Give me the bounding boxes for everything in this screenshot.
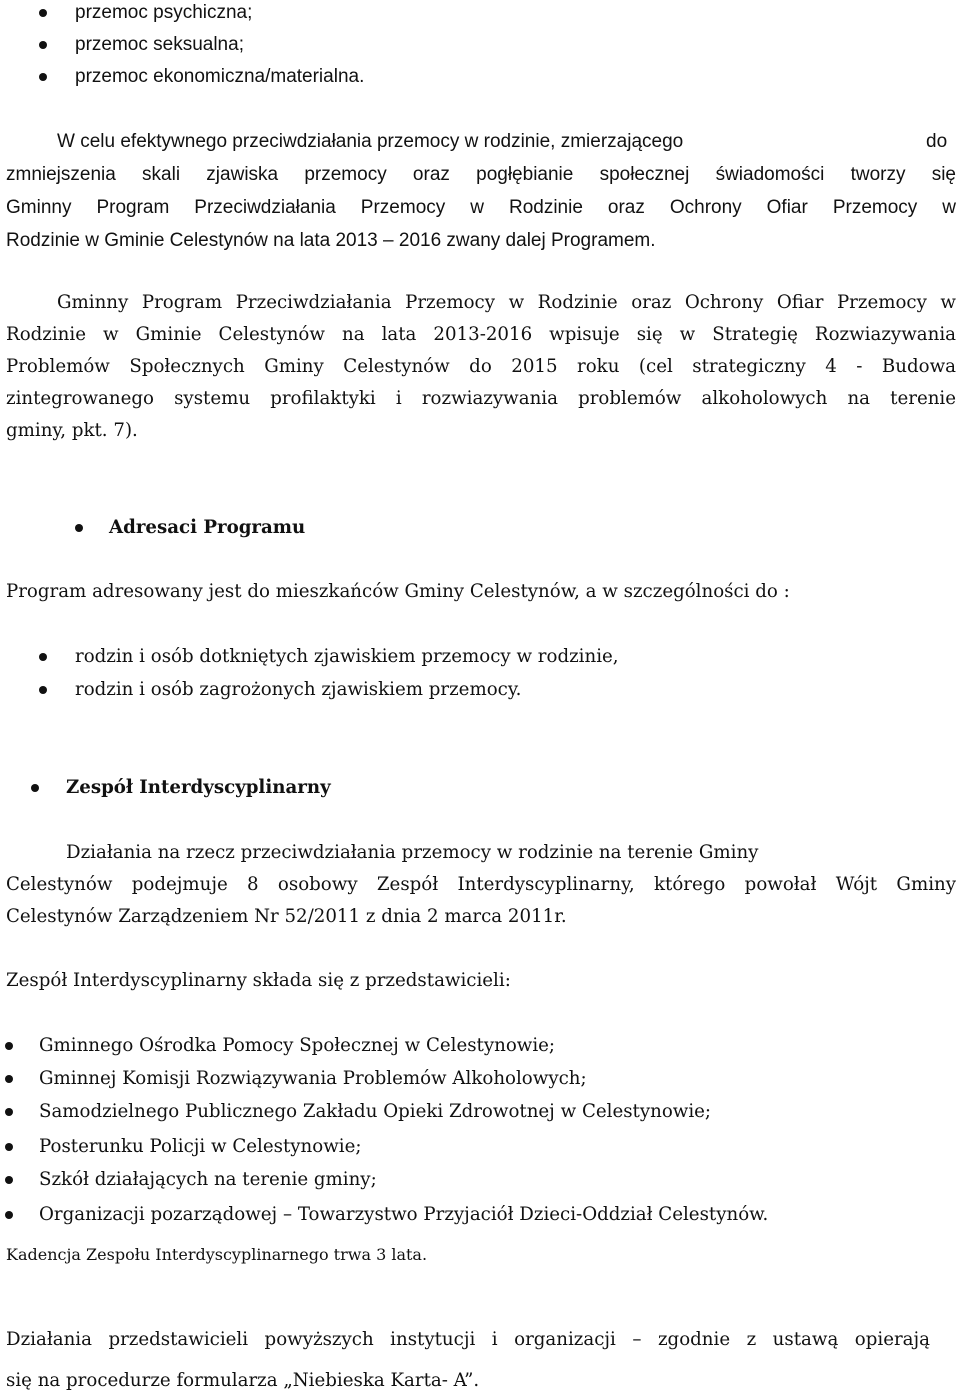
paragraph-line: się na procedurze formularza „Niebieska Karta- A”. <box>6 1370 480 1391</box>
paragraph-line: Program adresowany jest do mieszkańców Gminy Celestynów, a w szczególności do : <box>6 581 790 602</box>
paragraph-line: Działania na rzecz przeciwdziałania przemocy w rodzinie na terenie Gminy <box>66 842 759 863</box>
list-item: przemoc psychiczna; <box>75 2 253 23</box>
list-item: Posterunku Policji w Celestynowie; <box>39 1136 362 1157</box>
bullet-icon <box>31 784 39 792</box>
paragraph-line: zmniejszenia skali zjawiska przemocy oraz pogłębianie społecznej świadomości tworzy się <box>6 164 956 185</box>
paragraph-line: Rodzinie w Gminie Celestynów na lata 2013 – 2016 zwany dalej Programem. <box>6 230 656 251</box>
paragraph-line: Działania przedstawicieli powyższych instytucji i organizacji – zgodnie z ustawą opierają <box>6 1329 930 1350</box>
list-item: Szkół działających na terenie gminy; <box>39 1169 377 1190</box>
list-item: przemoc seksualna; <box>75 34 244 55</box>
paragraph-line: Celestynów podejmuje 8 osobowy Zespół Interdyscyplinarny, którego powołał Wójt Gminy <box>6 874 956 895</box>
bullet-icon <box>39 9 47 17</box>
paragraph-line: Zespół Interdyscyplinarny składa się z przedstawicieli: <box>6 970 511 991</box>
paragraph-line: gminy, pkt. 7). <box>6 420 138 441</box>
list-item: Organizacji pozarządowej – Towarzystwo Przyjaciół Dzieci-Oddział Celestynów. <box>39 1204 769 1225</box>
bullet-icon <box>39 686 47 694</box>
bullet-icon <box>39 653 47 661</box>
paragraph-line: zintegrowanego systemu profilaktyki i rozwiazywania problemów alkoholowych na terenie <box>6 388 956 409</box>
bullet-icon <box>39 41 47 49</box>
paragraph-line: W celu efektywnego przeciwdziałania przemocy w rodzinie, zmierzającego <box>57 131 684 152</box>
section-heading: Zespół Interdyscyplinarny <box>66 777 331 798</box>
section-heading: Adresaci Programu <box>109 517 306 538</box>
paragraph-line: do <box>926 131 948 152</box>
bullet-icon <box>5 1108 13 1116</box>
list-item: rodzin i osób dotkniętych zjawiskiem przemocy w rodzinie, <box>75 646 619 667</box>
paragraph-line: Kadencja Zespołu Interdyscyplinarnego trwa 3 lata. <box>6 1245 428 1264</box>
list-item: przemoc ekonomiczna/materialna. <box>75 66 365 87</box>
paragraph-line: Problemów Społecznych Gminy Celestynów do 2015 roku (cel strategiczny 4 - Budowa <box>6 356 956 377</box>
bullet-icon <box>5 1075 13 1083</box>
paragraph-line: Celestynów Zarządzeniem Nr 52/2011 z dnia 2 marca 2011r. <box>6 906 567 927</box>
bullet-icon <box>75 524 83 532</box>
bullet-icon <box>5 1176 13 1184</box>
bullet-icon <box>5 1042 13 1050</box>
bullet-icon <box>5 1143 13 1151</box>
list-item: Samodzielnego Publicznego Zakładu Opieki Zdrowotnej w Celestynowie; <box>39 1101 712 1122</box>
paragraph-line: Gminny Program Przeciwdziałania Przemocy w Rodzinie oraz Ochrony Ofiar Przemocy w <box>57 292 956 313</box>
bullet-icon <box>5 1211 13 1219</box>
bullet-icon <box>39 73 47 81</box>
list-item: Gminnej Komisji Rozwiązywania Problemów Alkoholowych; <box>39 1068 587 1089</box>
list-item: Gminnego Ośrodka Pomocy Społecznej w Celestynowie; <box>39 1035 556 1056</box>
list-item: rodzin i osób zagrożonych zjawiskiem przemocy. <box>75 679 522 700</box>
paragraph-line: Gminny Program Przeciwdziałania Przemocy w Rodzinie oraz Ochrony Ofiar Przemocy w <box>6 197 956 218</box>
paragraph-line: Rodzinie w Gminie Celestynów na lata 2013-2016 wpisuje się w Strategię Rozwiazywania <box>6 324 956 345</box>
